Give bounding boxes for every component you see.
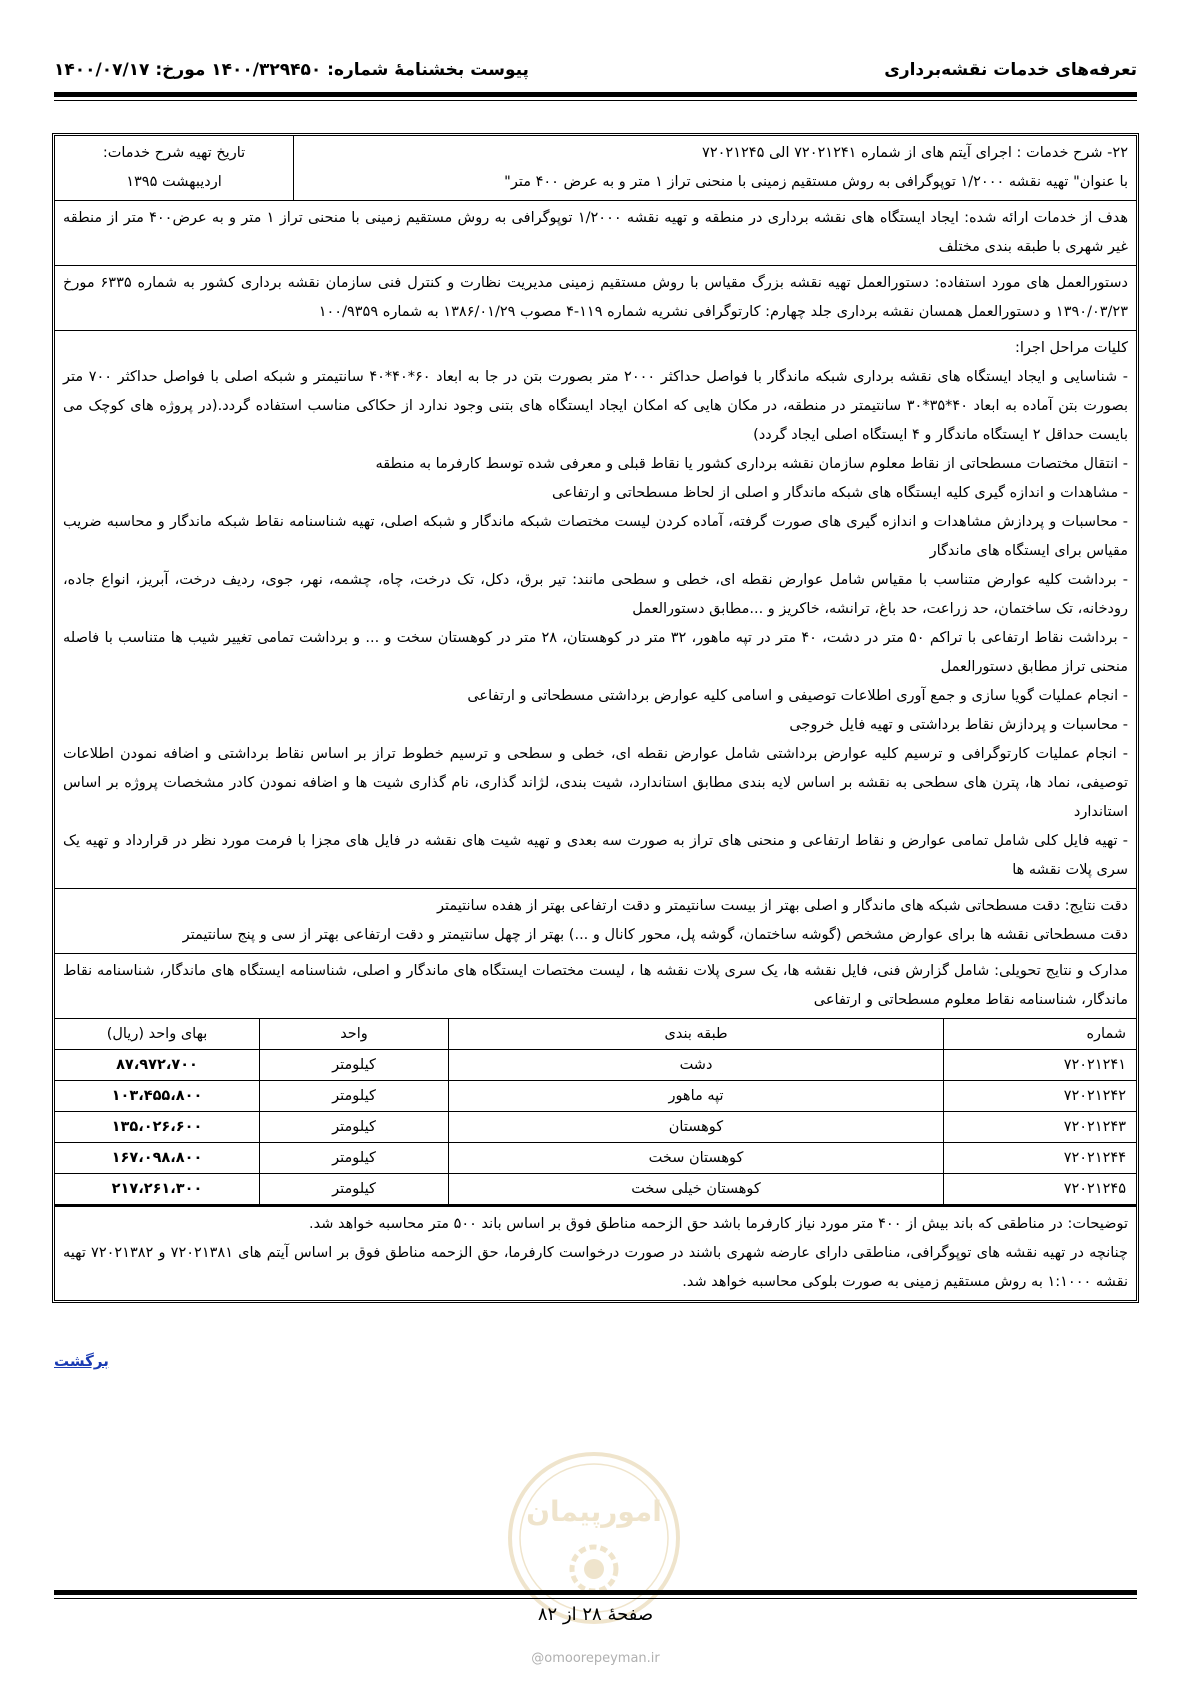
steps-row [55,331,1136,889]
cell-unit: کیلومتر [260,1174,449,1205]
table-row [55,1050,1136,1081]
accuracy-line-1: دقت نتایج: دقت مسطحاتی شبکه های ماندگار و اصلی بهتر از بیست سانتیمتر و دقت ارتفاعی بهتر از هفده سانتیمتر [437,898,1128,914]
step-item: - برداشت کلیه عوارض متناسب با مقیاس شامل عوارض نقطه ای، خطی و سطحی مانند: تیر برق، دکل، تک درخت، چاه، چشمه، نهر، جوی، ردیف درخت، آبریز، انواع جاده، رودخانه، تک ساختمان، حد زراعت، حد باغ، ترانشه، خاکریز و ...مطابق دستورالعمل [63,572,1128,617]
step-item: - محاسبات و پردازش مشاهدات و اندازه گیری های صورت گرفته، آماده کردن لیست مختصات شبکه ماندگار و شبکه اصلی، تهیه شناسنامه نقاط شبکه ماندگار و محاسبه ضریب مقیاس برای ایستگاه های ماندگار [63,514,1128,559]
header-classification: طبقه بندی [449,1019,944,1050]
cell-price: ۲۱۷،۲۶۱،۳۰۰ [55,1174,260,1205]
table-row [55,1081,1136,1112]
table-row [55,1112,1136,1143]
header-price: بهای واحد (ریال) [55,1019,260,1050]
header-title: تعرفه‌های خدمات نقشه‌برداری [884,60,1137,80]
watermark-text: امورپیمان [526,1495,662,1528]
instructions-row: دستورالعمل های مورد استفاده: دستورالعمل تهیه نقشه بزرگ مقیاس با روش مستقیم زمینی مدیریت نظارت و کنترل فنی سازمان نقشه برداری کشور به شماره ۶۳۳۵ مورخ ۱۳۹۰/۰۳/۲۳ و دستورالعمل همسان نقشه برداری جلد چهارم: کارتوگرافی نشریه شماره ۱۱۹-۴ مصوب ۱۳۸۶/۰۱/۲۹ به شماره ۱۰۰/۹۳۵۹ [55,266,1136,331]
header-reference: پیوست بخشنامهٔ شماره: ۱۴۰۰/۳۲۹۴۵۰ مورخ: ۱۴۰۰/۰۷/۱۷ [54,60,529,80]
watermark-logo [505,1449,683,1627]
cell-number: ۷۲۰۲۱۲۴۴ [944,1143,1137,1174]
price-table-wrapper [55,1019,1136,1207]
cell-price: ۱۶۷،۰۹۸،۸۰۰ [55,1143,260,1174]
step-item: - برداشت نقاط ارتفاعی با تراکم ۵۰ متر در دشت، ۴۰ متر در تپه ماهور، ۳۲ متر در کوهستان، ۲۸ متر در کوهستان سخت و ... و برداشت تمامی تغییر شیب ها متناسب با فاصله منحنی تراز مطابق دستورالعمل [63,630,1129,675]
step-item: - محاسبات و پردازش نقاط برداشتی و تهیه فایل خروجی [789,717,1128,733]
cell-number: ۷۲۰۲۱۲۴۲ [944,1081,1137,1112]
deliverables-row: مدارک و نتایج تحویلی: شامل گزارش فنی، فایل نقشه ها، یک سری پلات نقشه ها ، لیست مختصات ایستگاه های ماندگار و اصلی، شناسنامه ایستگاه های ماندگار، شناسنامه نقاط ماندگار، شناسنامه نقاط معلوم مسطحاتی و ارتفاعی [55,954,1136,1019]
step-item: - شناسایی و ایجاد ایستگاه های نقشه برداری شبکه ماندگار با فواصل حداکثر ۲۰۰۰ متر بصورت بتن در جا به ابعاد ۶۰*۴۰*۴۰ سانتیمتر و شبکه اصلی با فواصل حداکثر ۷۰۰ متر بصورت بتن آماده به ابعاد ۴۰*۳۵*۳۰ سانتیمتر در منطقه، در مکان هایی که امکان ایجاد ایستگاه های بتنی وجود ندارد از حکاکی مناسب استفاده گردد.(در پروژه های کوچک می بایست حداقل ۲ ایستگاه ماندگار و ۴ ایستگاه اصلی ایجاد گردد) [63,369,1128,443]
step-item: - انجام عملیات کارتوگرافی و ترسیم کلیه عوارض برداشتی شامل عوارض نقطه ای، خطی و سطحی و ترسیم خطوط تراز بر اساس نقاط برداشتی و اضافه نمودن اطلاعات توصیفی، نماد ها، پترن های سطحی به نقشه بر اساس لایه بندی مطابق استاندارد، شیت بندی، لژاند گذاری، نام گذاری شیت ها و اضافه نمودن کادر مشخصات پروژه بر اساس استاندارد [63,746,1128,820]
cell-price: ۸۷،۹۷۲،۷۰۰ [55,1050,260,1081]
cell-number: ۷۲۰۲۱۲۴۵ [944,1174,1137,1205]
table-row [55,1143,1136,1174]
steps-title: کلیات مراحل اجرا: [1014,340,1128,356]
service-date-value: اردیبهشت ۱۳۹۵ [126,174,222,190]
service-line-2: با عنوان" تهیه نقشه ۱/۲۰۰۰ توپوگرافی به روش مستقیم زمینی با منحنی تراز ۱ متر و به عرض ۴۰۰ متر" [504,174,1128,190]
accuracy-row [55,889,1136,954]
price-table [55,1019,1136,1205]
notes-line-2: چنانچه در تهیه نقشه های توپوگرافی، مناطقی دارای عارضه شهری باشند در صورت درخواست کارفرما، حق الزحمه مناطق فوق بر اساس آیتم های ۷۲۰۲۱۳۸۱ و ۷۲۰۲۱۳۸۲ تهیه نقشه ۱:۱۰۰۰ به روش مستقیم زمینی به صورت بلوکی محاسبه خواهد شد. [63,1245,1128,1290]
step-item: - انتقال مختصات مسطحاتی از نقاط معلوم سازمان نقشه برداری کشور یا نقاط قبلی و معرفی شده توسط کارفرما به منطقه [375,456,1128,472]
cell-classification: کوهستان سخت [449,1143,944,1174]
footer-rule-thick [54,1590,1137,1595]
page-header [54,56,1137,90]
step-item: - مشاهدات و اندازه گیری کلیه ایستگاه های شبکه ماندگار و اصلی از لحاظ مسطحاتی و ارتفاعی [551,485,1128,501]
table-header-row [55,1019,1136,1050]
cell-price: ۱۳۵،۰۲۶،۶۰۰ [55,1112,260,1143]
notes-row [55,1207,1136,1300]
header-rule-thick [54,92,1137,97]
notes-line-1: توضیحات: در مناطقی که باند بیش از ۴۰۰ متر مورد نیاز کارفرما باشد حق الزحمه مناطق فوق بر اساس باند ۵۰۰ متر محاسبه خواهد شد. [309,1216,1128,1232]
cell-unit: کیلومتر [260,1081,449,1112]
service-table [52,133,1139,1303]
cell-unit: کیلومتر [260,1112,449,1143]
cell-number: ۷۲۰۲۱۲۴۱ [944,1050,1137,1081]
cell-unit: کیلومتر [260,1143,449,1174]
step-item: - انجام عملیات گویا سازی و جمع آوری اطلاعات توصیفی و اسامی کلیه عوارض برداشتی مسطحاتی و ارتفاعی [467,688,1128,704]
footer-rule-thin [54,1598,1137,1599]
cell-price: ۱۰۳،۴۵۵،۸۰۰ [55,1081,260,1112]
cell-number: ۷۲۰۲۱۲۴۳ [944,1112,1137,1143]
goal-row: هدف از خدمات ارائه شده: ایجاد ایستگاه های نقشه برداری در منطقه و تهیه نقشه ۱/۲۰۰۰ توپوگرافی به روش مستقیم زمینی با منحنی تراز ۱ متر و به عرض۴۰۰ متر از منطقه غیر شهری با طبقه بندی مختلف [55,201,1136,266]
service-date-label: تاریخ تهیه شرح خدمات: [102,145,246,161]
step-item: - تهیه فایل کلی شامل تمامی عوارض و نقاط ارتفاعی و منحنی های تراز به صورت سه بعدی و تهیه شیت های نقشه در فایل های مجزا با فرمت مورد نظر در قرارداد و تهیه یک سری پلات نقشه ها [63,833,1128,878]
cell-unit: کیلومتر [260,1050,449,1081]
table-row [55,1174,1136,1205]
cell-classification: کوهستان خیلی سخت [449,1174,944,1205]
service-date-cell [55,136,293,200]
header-number: شماره [944,1019,1137,1050]
service-title-row [55,136,1136,201]
service-line-1: ۲۲- شرح خدمات : اجرای آیتم های از شماره ۷۲۰۲۱۲۴۱ الی ۷۲۰۲۱۲۴۵ [702,145,1128,161]
header-unit: واحد [260,1019,449,1050]
back-link[interactable]: برگشت [54,1352,109,1370]
accuracy-line-2: دقت مسطحاتی نقشه ها برای عوارض مشخص (گوشه ساختمان، گوشه پل، محور کانال و ...) بهتر از چهل سانتیمتر و دقت ارتفاعی بهتر از سی و پنج سانتیمتر [182,927,1128,943]
header-rule-thin [54,100,1137,101]
cell-classification: کوهستان [449,1112,944,1143]
cell-classification: دشت [449,1050,944,1081]
page-number: صفحهٔ ۲۸ از ۸۲ [537,1604,654,1625]
cell-classification: تپه ماهور [449,1081,944,1112]
site-watermark: @omoorepeyman.ir [531,1651,660,1666]
service-description [293,136,1136,200]
